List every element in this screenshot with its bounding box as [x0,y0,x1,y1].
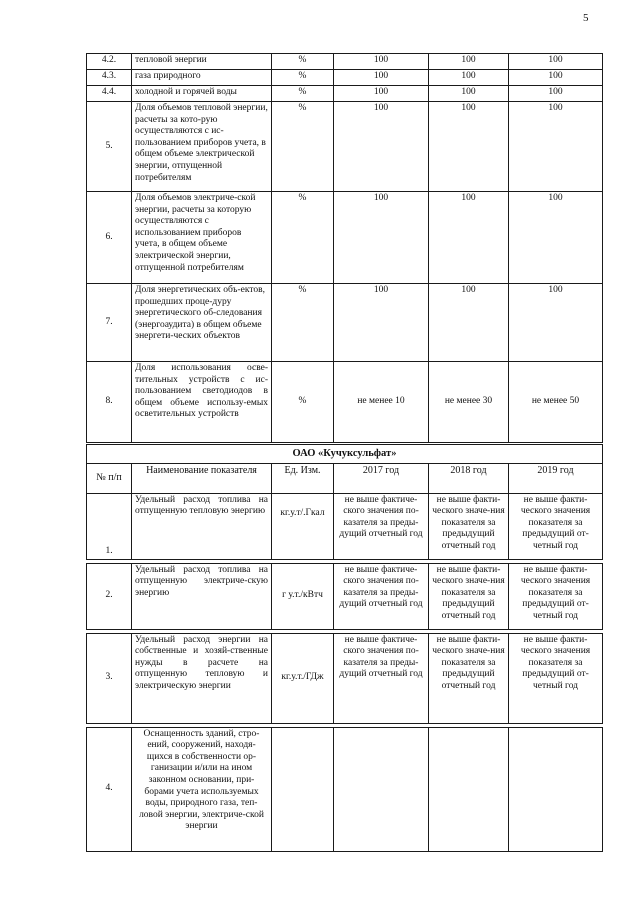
table-row [87,563,603,629]
value-2019: 100 [509,102,603,192]
unit: % [272,102,334,192]
page-number: 5 [583,12,589,24]
indicator-name: тепловой энергии [132,54,272,70]
value-2019: не менее 50 [509,362,603,444]
unit: кг.у.т./ГДж [272,633,334,723]
value-2018: 100 [429,70,509,86]
value-2017: 100 [334,284,429,362]
table-row [87,54,603,70]
indicator-name: Удельный расход топлива на отпущенную электриче-скую энергию [132,563,272,629]
value-2018: не менее 30 [429,362,509,444]
table-row [87,192,603,284]
row-number: 5. [87,102,132,192]
value-2019: 100 [509,54,603,70]
value-2018: не выше факти-ческого значе-ния показателя за предыдущий отчетный год [429,563,509,629]
header-name: Наименование показателя [132,463,272,493]
table-row [87,727,603,851]
unit [272,727,334,851]
header-2019: 2019 год [509,463,603,493]
row-number: 7. [87,284,132,362]
indicator-name: Оснащенность зданий, стро-ений, сооружений, находя-щихся в собственности ор-ганизации и/или на ином законном основании, при-борами учета используемых воды, природного газа, теп-ловой энергии, электриче-ской энергии [132,727,272,851]
row-number: 3. [87,633,132,723]
unit: % [272,86,334,102]
value-2017: 100 [334,192,429,284]
value-2018: 100 [429,284,509,362]
indicator-name: Доля использования осве-тительных устройств с ис-пользованием светодиодов в общем объеме использу-емых осветительных устройств [132,362,272,444]
value-2019: не выше факти-ческого значения показателя за предыдущий от-четный год [509,563,603,629]
table-row [87,70,603,86]
value-2017: 100 [334,102,429,192]
indicator-name: Удельный расход топлива на отпущенную тепловую энергию [132,493,272,559]
table-row [87,284,603,362]
unit: % [272,70,334,86]
value-2017: 100 [334,70,429,86]
row-number: 1. [87,493,132,559]
indicator-name: Удельный расход энергии на собственные и хозяй-ственные нужды в расчете на отпущенную тепловую и электрическую энергии [132,633,272,723]
indicator-name: Доля объемов тепловой энергии, расчеты за кото-рую осуществляются с ис-пользованием приборов учета, в общем объеме электрической энергии, отпущенной потребителям [132,102,272,192]
table-row [87,633,603,723]
value-2017: 100 [334,86,429,102]
value-2017: не менее 10 [334,362,429,444]
unit: % [272,362,334,444]
indicator-name: Доля энергетических объ-ектов, прошедших проце-дуру энергетического об-следования (энергоаудита) в общем объеме энергети-ческих объектов [132,284,272,362]
table-row [87,86,603,102]
value-2017: не выше фактиче-ского значения по-казателя за преды-дущий отчетный год [334,493,429,559]
section-row [87,444,603,464]
row-number: 4. [87,727,132,851]
unit: % [272,192,334,284]
value-2017 [334,727,429,851]
row-number: 2. [87,563,132,629]
value-2018 [429,727,509,851]
row-number: 4.3. [87,70,132,86]
value-2017: 100 [334,54,429,70]
value-2018: 100 [429,86,509,102]
section-title: ОАО «Кучуксульфат» [87,444,603,464]
value-2017: не выше фактиче-ского значения по-казателя за преды-дущий отчетный год [334,563,429,629]
value-2018: 100 [429,102,509,192]
row-number: 4.2. [87,54,132,70]
unit: % [272,54,334,70]
value-2019: не выше факти-ческого значения показателя за предыдущий от-четный год [509,493,603,559]
header-unit: Ед. Изм. [272,463,334,493]
value-2018: не выше факти-ческого значе-ния показателя за предыдущий отчетный год [429,633,509,723]
unit: кг.у.т/.Гкал [272,493,334,559]
row-number: 6. [87,192,132,284]
header-num: № п/п [87,463,132,493]
indicators-table [86,53,603,852]
value-2019: 100 [509,70,603,86]
header-2018: 2018 год [429,463,509,493]
value-2019: 100 [509,86,603,102]
header-2017: 2017 год [334,463,429,493]
indicator-name: газа природного [132,70,272,86]
table-header [87,463,603,493]
value-2019 [509,727,603,851]
value-2018: не выше факти-ческого значе-ния показателя за предыдущий отчетный год [429,493,509,559]
value-2018: 100 [429,54,509,70]
unit: г у.т./кВтч [272,563,334,629]
table-row [87,102,603,192]
value-2019: не выше факти-ческого значения показателя за предыдущий от-четный год [509,633,603,723]
value-2019: 100 [509,192,603,284]
table-row [87,362,603,444]
indicator-name: холодной и горячей воды [132,86,272,102]
row-number: 4.4. [87,86,132,102]
unit: % [272,284,334,362]
value-2018: 100 [429,192,509,284]
value-2017: не выше фактиче-ского значения по-казателя за преды-дущий отчетный год [334,633,429,723]
row-number: 8. [87,362,132,444]
indicator-name: Доля объемов электриче-ской энергии, расчеты за которую осуществляются с использованием приборов учета, в общем объеме электрической энергии, отпущенной потребителям [132,192,272,284]
value-2019: 100 [509,284,603,362]
table-row [87,493,603,559]
